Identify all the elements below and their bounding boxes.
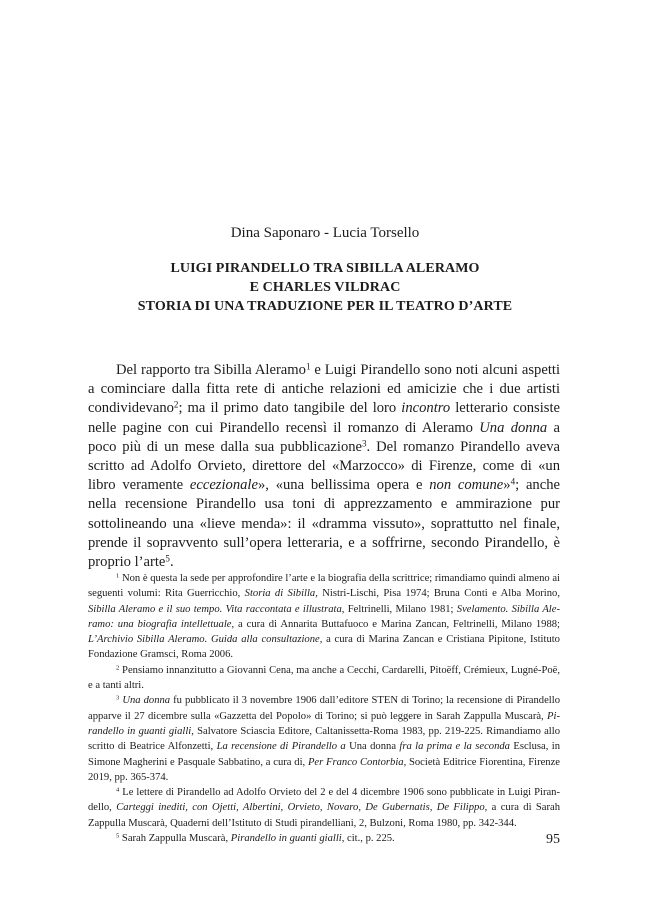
footnote-5: $^5$ Sarah Zappulla Muscarà, Pirandello in guanti gialli, cit., p. 225. (116, 832, 395, 845)
footnote-ref: 1 (305, 361, 311, 372)
footnotes (88, 571, 560, 846)
footnote-3: $^3$ Una donna fu pubblicato il 3 novembre 1906 dall’editore STEN di Torino; la recensione di Pirandello apparve il 27 dicembre sulla «Gazzetta del Popolo» di Torino; si può leggere in Sarah Zappulla Muscarà, Pirandello in guanti gialli, Salvatore Sciascia Editore, Caltanissetta-Roma 1983, pp. 219-225. Rimandiamo allo scritto di Beatrice Alfonzetti, La recensione di Pirandello a Una donna fra la prima e la seconda Esclusa, in Simone Magherini e Pasquale Sabbatino, a cura di, Per Franco Contorbia, Società Editrice Fiorentina, Firenze 2019, pp. 365-374. (88, 695, 561, 783)
footnote-2: $^2$ Pensiamo innanzitutto a Giovanni Cena, ma anche a Cecchi, Cardarelli, Pitoëff, Crémieux, Lugné-Poë, e a tanti altri. (88, 664, 560, 692)
footnote-ref: 4 (510, 476, 516, 487)
page-number: 95 (546, 832, 560, 847)
footnote-ref: 2 (173, 399, 179, 410)
footnote-4: $^4$ Le lettere di Pirandello ad Adolfo Orvieto del 2 e del 4 dicembre 1906 sono pubblicate in Luigi Pirandello, Carteggi inediti, con Ojetti, Albertini, Orvieto, Novaro, De Gubernatis, De Filippo, a cura di Sarah Zappulla Muscarà, Quaderni dell’Istituto di Studi pirandelliani, 2, Bulzoni, Roma 1980, pp. 342-344. (88, 786, 560, 829)
article-title (0, 259, 650, 316)
title-line-3: STORIA DI UNA TRADUZIONE PER IL TEATRO D’ARTE (137, 299, 513, 314)
authors: Dina Saponaro - Lucia Torsello (230, 225, 420, 241)
body-text (88, 361, 560, 572)
footnote-1: $^1$ Non è questa la sede per approfondire l’arte e la biografia della scrittrice; rimandiamo quindi almeno ai seguenti volumi: Rita Guerricchio, Storia di Sibilla, Nistri-Lischi, Pisa 1974; Bruna Conti e Alba Morino, Sibilla Aleramo e il suo tempo. Vita raccontata e illustrata, Feltrinelli, Milano 1981; Svelamento. Sibilla Aleramo: una biografia intellettuale, a cura di Annarita Buttafuoco e Marina Zancan, Feltrinelli, Milano 1988; L’Archivio Sibilla Aleramo. Guida alla consultazione, a cura di Marina Zancan e Cristiana Pipitone, Istituto Fondazione Gramsci, Roma 2006. (88, 572, 560, 661)
title-line-1: LUIGI PIRANDELLO TRA SIBILLA ALERAMO (170, 261, 480, 276)
body-paragraph: Del rapporto tra Sibilla Aleramo$^1$ e Luigi Pirandello sono noti alcuni aspetti a cominciare dalla fitta rete di antiche relazioni ed amicizie che i due artisti condividevano$^2$; ma il primo dato tangibile del loro incontro letterario consiste nelle pagine con cui Pirandello recensì il romanzo di Aleramo Una donna a poco più di un mese dalla sua pubblicazione$^3$. Del romanzo Pirandello aveva scritto ad Adolfo Orvieto, direttore del «Marzocco» di Firenze, come di «un libro veramente eccezionale», «una bellissima opera e non comune»$^4$; anche nella recensione Pirandello usa toni di apprezzamento e ammirazione pur sottolineando una «lieve menda»: il «dramma vissuto», soprattutto nel finale, prende il sopravvento sull’opera letteraria, e a soffrirne, secondo Pirandello, è proprio l’arte$^5$. (88, 361, 560, 571)
title-line-2: E CHARLES VILDRAC (249, 280, 401, 295)
footnote-ref: 5 (165, 553, 170, 564)
footnote-ref: 3 (362, 438, 367, 449)
